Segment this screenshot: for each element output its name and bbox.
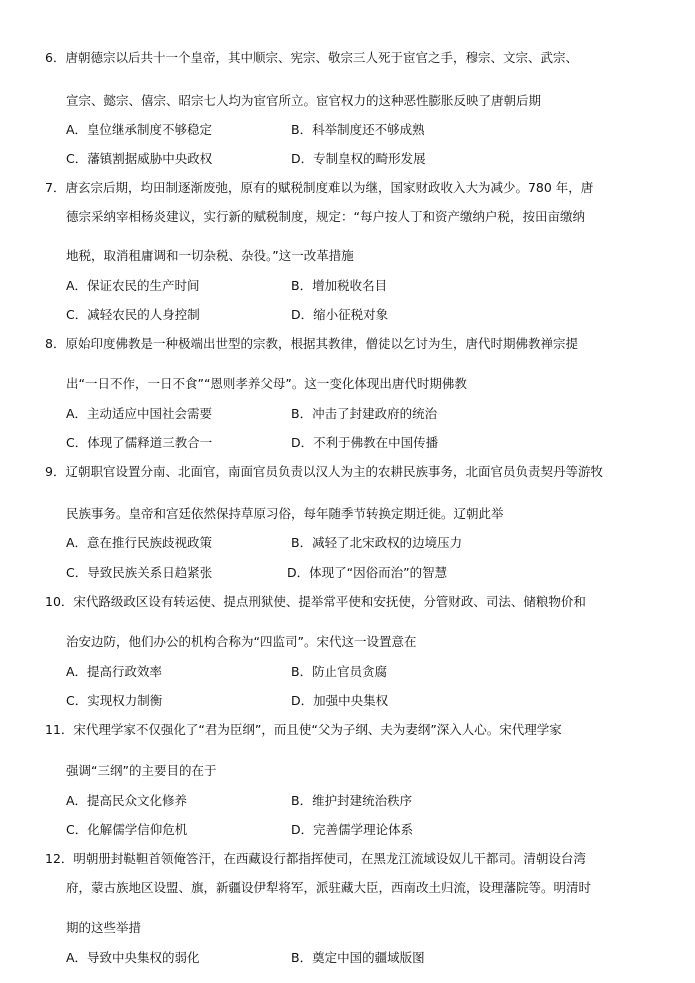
question-12-stem-line-2: 府，蒙古族地区设盟、旗，新疆设伊犁将军，派驻藏大臣，西南改土归流，设理藩院等。明清时 [66,880,592,895]
question-9-option-c: C．导致民族关系日趋紧张 [66,565,213,580]
question-6-option-b: B．科举制度还不够成熟 [291,122,425,137]
question-10-number: 10． [45,594,74,609]
question-9-option-d: D．体现了“因俗而治”的智慧 [287,565,448,580]
question-9-number: 9． [45,464,66,479]
question-7-stem-line-3: 地税，取消租庸调和一切杂税、杂役。”这一改革措施 [66,248,354,263]
question-9-option-b: B．减轻了北宋政权的边境压力 [291,535,463,550]
question-12-number: 12． [45,851,74,866]
question-6-option-d: D．专制皇权的畸形发展 [291,151,426,166]
question-8-stem-line-2: 出“一日不作，一日不食”“恩则孝养父母”。这一变化体现出唐代时期佛教 [66,376,467,391]
question-6-option-a: A．皇位继承制度不够稳定 [66,122,213,137]
question-6-option-c: C．藩镇割据威胁中央政权 [66,151,213,166]
question-12-option-a: A．导致中央集权的弱化 [66,950,200,965]
question-9-stem-line-1: 9．辽朝职官设置分南、北面官，南面官员负责以汉人为主的农耕民族事务，北面官员负责契丹等游牧 [45,464,603,479]
question-8-option-c: C．体现了儒释道三教合一 [66,435,213,450]
question-8-number: 8． [45,336,66,351]
question-12-stem-line-1: 12．明朝册封鞑靼首领俺答汗，在西藏设行都指挥使司，在黑龙江流域设奴儿干都司。清朝设台湾 [45,851,586,866]
question-11-option-c: C．化解儒学信仰危机 [66,822,188,837]
question-6-stem-line-1: 6．唐朝德宗以后共十一个皇帝，其中顺宗、宪宗、敬宗三人死于宦官之手，穆宗、文宗、武宗、 [45,50,578,65]
question-11-number: 11． [45,722,74,737]
question-7-option-b: B．增加税收名目 [291,278,388,293]
question-8-stem-line-1: 8．原始印度佛教是一种极端出世型的宗教，根据其教律，僧徒以乞讨为生，唐代时期佛教禅宗提 [45,336,578,351]
question-11-stem-line-1: 11．宋代理学家不仅强化了“君为臣纲”，而且使“父为子纲、夫为妻纲”深入人心。宋代理学家 [45,722,562,737]
question-10-option-c: C．实现权力制衡 [66,693,163,708]
question-7-option-d: D．缩小征税对象 [291,307,389,322]
question-10-stem-line-1: 10．宋代路级政区设有转运使、提点刑狱使、提举常平使和安抚使，分管财政、司法、储粮物价和 [45,594,586,609]
question-6-number: 6． [45,50,66,65]
question-6-stem-line-2: 宣宗、懿宗、僖宗、昭宗七人均为宦官所立。宦官权力的这种恶性膨胀反映了唐朝后期 [66,93,542,108]
question-7-stem-line-2: 德宗采纳宰相杨炎建议，实行新的赋税制度，规定：“每户按人丁和资产缴纳户税，按田亩缴纳 [66,209,585,224]
question-11-option-a: A．提高民众文化修养 [66,793,188,808]
question-11-option-b: B．维护封建统治秩序 [291,793,413,808]
question-8-option-a: A．主动适应中国社会需要 [66,406,213,421]
question-7-option-c: C．减轻农民的人身控制 [66,307,200,322]
question-9-stem-line-2: 民族事务。皇帝和宫廷依然保持草原习俗，每年随季节转换定期迁徙。辽朝此举 [66,506,504,521]
question-10-option-b: B．防止官员贪腐 [291,664,388,679]
question-10-option-d: D．加强中央集权 [291,693,389,708]
question-10-option-a: A．提高行政效率 [66,664,163,679]
question-12-option-b: B．奠定中国的疆域版图 [291,950,425,965]
question-9-option-a: A．意在推行民族歧视政策 [66,535,213,550]
question-7-option-a: A．保证农民的生产时间 [66,278,200,293]
question-11-stem-line-2: 强调“三纲”的主要目的在于 [66,763,217,778]
question-10-stem-line-2: 治安边防，他们办公的机构合称为“四监司”。宋代这一设置意在 [66,634,417,649]
question-8-option-b: B．冲击了封建政府的统治 [291,406,438,421]
question-8-option-d: D．不利于佛教在中国传播 [291,435,439,450]
question-7-stem-line-1: 7．唐玄宗后期，均田制逐渐废弛，原有的赋税制度难以为继，国家财政收入大为减少。780 年，唐 [45,180,594,195]
question-11-option-d: D．完善儒学理论体系 [291,822,414,837]
question-7-number: 7． [45,180,66,195]
question-12-stem-line-3: 期的这些举措 [66,920,142,935]
